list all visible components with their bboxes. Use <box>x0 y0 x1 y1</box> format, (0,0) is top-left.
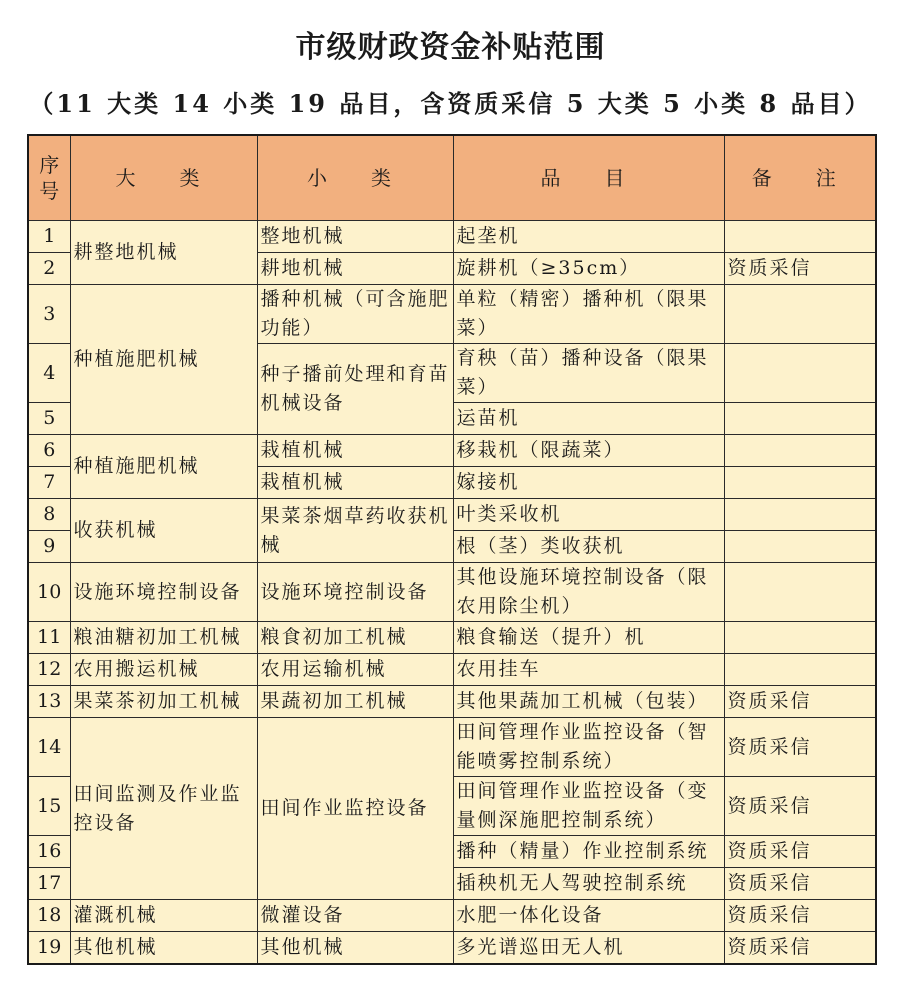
subsidy-table <box>27 134 877 965</box>
cell-item: 嫁接机 <box>453 467 724 499</box>
cell-note <box>724 531 876 563</box>
cell-item: 移栽机（限蔬菜） <box>453 435 724 467</box>
cell-minor: 其他机械 <box>257 932 453 965</box>
cell-note: 资质采信 <box>724 686 876 718</box>
cell-minor: 整地机械 <box>257 221 453 253</box>
cell-major: 果菜茶初加工机械 <box>70 686 257 718</box>
cell-note <box>724 435 876 467</box>
table-row <box>28 221 876 253</box>
cell-seq: 3 <box>28 285 70 344</box>
cell-note: 资质采信 <box>724 836 876 868</box>
cell-seq: 19 <box>28 932 70 965</box>
cell-major: 灌溉机械 <box>70 900 257 932</box>
cell-item: 多光谱巡田无人机 <box>453 932 724 965</box>
cell-note <box>724 285 876 344</box>
cell-item: 插秧机无人驾驶控制系统 <box>453 868 724 900</box>
cell-seq: 16 <box>28 836 70 868</box>
cell-item: 旋耕机（≥35cm） <box>453 253 724 285</box>
header-seq: 序号 <box>28 135 70 221</box>
cell-note: 资质采信 <box>724 718 876 777</box>
cell-item: 其他果蔬加工机械（包装） <box>453 686 724 718</box>
cell-seq: 2 <box>28 253 70 285</box>
cell-seq: 15 <box>28 777 70 836</box>
header-item: 品 目 <box>453 135 724 221</box>
cell-item: 运苗机 <box>453 403 724 435</box>
header-minor-category: 小 类 <box>257 135 453 221</box>
cell-note <box>724 622 876 654</box>
cell-note <box>724 654 876 686</box>
table-row <box>28 435 876 467</box>
table-row <box>28 563 876 622</box>
cell-note <box>724 499 876 531</box>
cell-minor: 果蔬初加工机械 <box>257 686 453 718</box>
cell-item: 水肥一体化设备 <box>453 900 724 932</box>
cell-seq: 4 <box>28 344 70 403</box>
cell-minor: 栽植机械 <box>257 467 453 499</box>
cell-minor: 农用运输机械 <box>257 654 453 686</box>
cell-major: 其他机械 <box>70 932 257 965</box>
cell-minor: 田间作业监控设备 <box>257 718 453 900</box>
cell-major: 收获机械 <box>70 499 257 563</box>
cell-major: 田间监测及作业监控设备 <box>70 718 257 900</box>
cell-seq: 5 <box>28 403 70 435</box>
cell-item: 起垄机 <box>453 221 724 253</box>
cell-note: 资质采信 <box>724 253 876 285</box>
cell-note: 资质采信 <box>724 932 876 965</box>
table-row <box>28 718 876 777</box>
cell-note <box>724 344 876 403</box>
cell-note: 资质采信 <box>724 777 876 836</box>
cell-seq: 6 <box>28 435 70 467</box>
table-row <box>28 900 876 932</box>
cell-seq: 14 <box>28 718 70 777</box>
cell-minor: 耕地机械 <box>257 253 453 285</box>
cell-seq: 10 <box>28 563 70 622</box>
cell-seq: 13 <box>28 686 70 718</box>
cell-seq: 11 <box>28 622 70 654</box>
cell-item: 单粒（精密）播种机（限果菜） <box>453 285 724 344</box>
page-title: 市级财政资金补贴范围 <box>295 30 606 65</box>
cell-seq: 9 <box>28 531 70 563</box>
cell-item: 农用挂车 <box>453 654 724 686</box>
cell-seq: 17 <box>28 868 70 900</box>
cell-note <box>724 563 876 622</box>
cell-minor: 设施环境控制设备 <box>257 563 453 622</box>
cell-item: 田间管理作业监控设备（智能喷雾控制系统） <box>453 718 724 777</box>
cell-note: 资质采信 <box>724 900 876 932</box>
cell-item: 田间管理作业监控设备（变量侧深施肥控制系统） <box>453 777 724 836</box>
cell-note: 资质采信 <box>724 868 876 900</box>
cell-minor: 果菜茶烟草药收获机械 <box>257 499 453 563</box>
cell-note <box>724 403 876 435</box>
cell-minor: 种子播前处理和育苗机械设备 <box>257 344 453 435</box>
cell-note <box>724 467 876 499</box>
cell-major: 设施环境控制设备 <box>70 563 257 622</box>
cell-item: 叶类采收机 <box>453 499 724 531</box>
cell-seq: 7 <box>28 467 70 499</box>
cell-item: 播种（精量）作业控制系统 <box>453 836 724 868</box>
cell-major: 种植施肥机械 <box>70 285 257 435</box>
table-row <box>28 654 876 686</box>
cell-item: 其他设施环境控制设备（限农用除尘机） <box>453 563 724 622</box>
page-subtitle: （11 大类 14 小类 19 品目，含资质采信 5 大类 5 小类 8 品目） <box>29 89 872 118</box>
cell-minor: 微灌设备 <box>257 900 453 932</box>
cell-note <box>724 221 876 253</box>
header-major-category: 大 类 <box>70 135 257 221</box>
cell-item: 根（茎）类收获机 <box>453 531 724 563</box>
cell-item: 粮食输送（提升）机 <box>453 622 724 654</box>
cell-seq: 12 <box>28 654 70 686</box>
cell-major: 粮油糖初加工机械 <box>70 622 257 654</box>
table-row <box>28 499 876 531</box>
header-note: 备 注 <box>724 135 876 221</box>
cell-seq: 18 <box>28 900 70 932</box>
cell-major: 农用搬运机械 <box>70 654 257 686</box>
cell-seq: 8 <box>28 499 70 531</box>
cell-seq: 1 <box>28 221 70 253</box>
cell-minor: 栽植机械 <box>257 435 453 467</box>
table-row <box>28 622 876 654</box>
table-row <box>28 686 876 718</box>
cell-major: 耕整地机械 <box>70 221 257 285</box>
cell-minor: 播种机械（可含施肥功能） <box>257 285 453 344</box>
table-row <box>28 932 876 965</box>
cell-major: 种植施肥机械 <box>70 435 257 499</box>
table-row <box>28 285 876 344</box>
cell-item: 育秧（苗）播种设备（限果菜） <box>453 344 724 403</box>
cell-minor: 粮食初加工机械 <box>257 622 453 654</box>
